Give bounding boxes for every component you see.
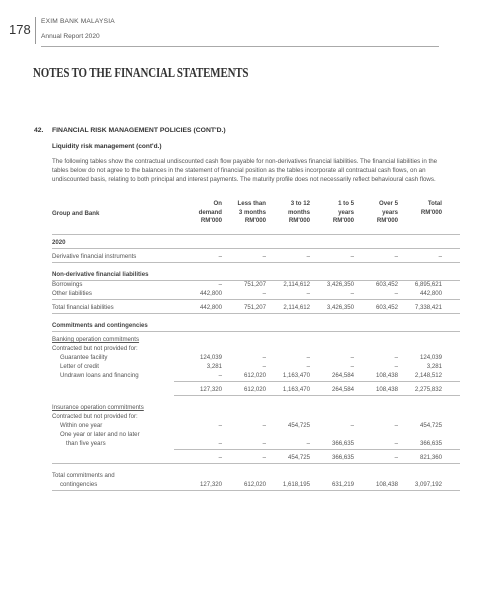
table-row <box>52 481 460 490</box>
table-cell: – <box>218 253 222 260</box>
table-cell: 108,438 <box>375 386 398 393</box>
table-cell: 1,163,470 <box>282 372 310 379</box>
table-cell: 366,635 <box>419 440 442 447</box>
cashflow-table <box>52 198 460 491</box>
col-header: On demand RM'000 <box>198 200 222 224</box>
table-cell: 3,426,350 <box>326 281 354 288</box>
table-cell: – <box>218 281 222 288</box>
row-label: One year or later and no later <box>60 431 140 438</box>
table-cell: – <box>218 440 222 447</box>
table-cell: 3,281 <box>206 363 222 370</box>
table-row <box>52 372 460 381</box>
col-header: 1 to 5 years RM'000 <box>332 200 354 224</box>
section-title: FINANCIAL RISK MANAGEMENT POLICIES (CONT'D.) <box>52 127 226 134</box>
table-cell: – <box>394 440 398 447</box>
col-header: Over 5 years RM'000 <box>376 200 398 224</box>
table-cell: – <box>262 422 266 429</box>
row-label: contingencies <box>60 481 98 488</box>
row-label: Derivative financial instruments <box>52 253 137 260</box>
table-cell: 108,438 <box>375 372 398 379</box>
page-number: 178 <box>9 22 31 37</box>
section-label: Non-derivative financial liabilities <box>52 271 149 278</box>
table-cell: – <box>306 253 310 260</box>
subtotal-row <box>52 454 460 463</box>
row-label: Letter of credit <box>60 363 99 370</box>
table-cell: – <box>218 454 222 461</box>
table-cell: 821,360 <box>419 454 442 461</box>
table-cell: 612,020 <box>243 481 266 488</box>
header-rule <box>41 46 439 47</box>
table-cell: 124,039 <box>199 354 222 361</box>
table-cell: 264,584 <box>331 372 354 379</box>
table-cell: 108,438 <box>375 481 398 488</box>
table-row <box>52 304 460 313</box>
table-cell: 1,163,470 <box>282 386 310 393</box>
table-cell: 2,114,612 <box>283 281 310 288</box>
table-cell: – <box>306 440 310 447</box>
table-cell: 2,275,832 <box>414 386 442 393</box>
table-row <box>52 281 460 290</box>
table-cell: 1,618,195 <box>282 481 310 488</box>
col-header: Less than 3 months RM'000 <box>237 200 266 224</box>
table-cell: – <box>262 454 266 461</box>
table-cell: 603,452 <box>375 304 398 311</box>
table-cell: – <box>306 290 310 297</box>
contracted-label: Contracted but not provided for: <box>52 413 138 420</box>
table-cell: – <box>350 354 354 361</box>
table-cell: – <box>438 253 442 260</box>
table-cell: – <box>394 422 398 429</box>
row-label: Guarantee facility <box>60 354 108 361</box>
row-header: Group and Bank <box>52 210 100 217</box>
table-cell: – <box>262 253 266 260</box>
table-cell: – <box>394 454 398 461</box>
table-cell: – <box>262 290 266 297</box>
table-cell: – <box>306 363 310 370</box>
rule <box>52 490 460 491</box>
table-cell: 454,725 <box>419 422 442 429</box>
row-label: Borrowings <box>52 281 83 288</box>
subsection-label: Banking operation commitments <box>52 336 140 343</box>
table-row <box>52 422 460 431</box>
table-cell: 6,895,621 <box>414 281 442 288</box>
col-header: 3 to 12 months RM'000 <box>287 200 310 224</box>
table-cell: – <box>218 372 222 379</box>
table-cell: 2,148,512 <box>414 372 442 379</box>
subtotal-row <box>52 386 460 395</box>
table-cell: – <box>262 354 266 361</box>
table-cell: – <box>350 363 354 370</box>
table-header <box>52 198 460 234</box>
section-number: 42. <box>34 127 44 134</box>
table-cell: 442,800 <box>199 290 222 297</box>
table-cell: 127,320 <box>199 481 222 488</box>
table-cell: 366,635 <box>331 454 354 461</box>
year-label: 2020 <box>52 239 66 246</box>
row-label: than five years <box>66 440 106 447</box>
table-cell: – <box>394 290 398 297</box>
table-cell: 612,020 <box>243 372 266 379</box>
subsection-label: Insurance operation commitments <box>52 404 144 411</box>
table-row <box>52 354 460 363</box>
table-row <box>52 253 460 262</box>
table-row <box>52 363 460 372</box>
table-cell: – <box>350 253 354 260</box>
table-cell: 454,725 <box>287 454 310 461</box>
intro-paragraph: The following tables show the contractual undiscounted cash flow payable for non-derivatives financial liabilities. The financial liabilities in the tables below do not agree to the balances in the statement of financial position as the tables incorporate all contractual cash flows, on an undiscounted basis, relating to both principal and interest payments. The maturity profile does not necessarily reflect behavioural cash flows. <box>52 158 438 184</box>
header-divider <box>35 17 36 44</box>
row-label: Total commitments and <box>52 472 115 479</box>
table-cell: – <box>218 422 222 429</box>
table-cell: 2,114,612 <box>283 304 310 311</box>
row-label: Total financial liabilities <box>52 304 114 311</box>
table-cell: 603,452 <box>375 281 398 288</box>
table-row <box>52 440 460 449</box>
table-cell: 3,281 <box>426 363 442 370</box>
table-cell: – <box>306 354 310 361</box>
table-cell: – <box>394 363 398 370</box>
row-label: Undrawn loans and financing <box>60 372 139 379</box>
notes-title: NOTES TO THE FINANCIAL STATEMENTS <box>33 66 249 81</box>
table-cell: 7,338,421 <box>414 304 442 311</box>
row-label: Within one year <box>60 422 103 429</box>
table-cell: 264,584 <box>331 386 354 393</box>
table-cell: 631,219 <box>331 481 354 488</box>
table-cell: 454,725 <box>287 422 310 429</box>
table-cell: 442,800 <box>419 290 442 297</box>
table-row <box>52 290 460 299</box>
table-cell: 366,635 <box>331 440 354 447</box>
table-cell: – <box>350 422 354 429</box>
table-cell: 751,207 <box>243 304 266 311</box>
col-header: Total RM'000 <box>420 200 442 216</box>
table-cell: 124,039 <box>419 354 442 361</box>
table-cell: 751,207 <box>243 281 266 288</box>
org-name: EXIM BANK MALAYSIA <box>41 18 115 25</box>
table-cell: 3,426,350 <box>326 304 354 311</box>
table-cell: 127,320 <box>199 386 222 393</box>
table-cell: – <box>394 354 398 361</box>
table-cell: – <box>394 253 398 260</box>
table-cell: – <box>350 290 354 297</box>
subsection-title: Liquidity risk management (cont'd.) <box>52 143 162 150</box>
table-cell: 3,097,192 <box>414 481 442 488</box>
report-name: Annual Report 2020 <box>41 33 100 40</box>
table-cell: – <box>262 440 266 447</box>
row-label: Other liabilities <box>52 290 92 297</box>
table-cell: 442,800 <box>199 304 222 311</box>
table-cell: – <box>262 363 266 370</box>
contracted-label: Contracted but not provided for: <box>52 345 138 352</box>
table-cell: 612,020 <box>243 386 266 393</box>
section-label: Commitments and contingencies <box>52 322 148 329</box>
